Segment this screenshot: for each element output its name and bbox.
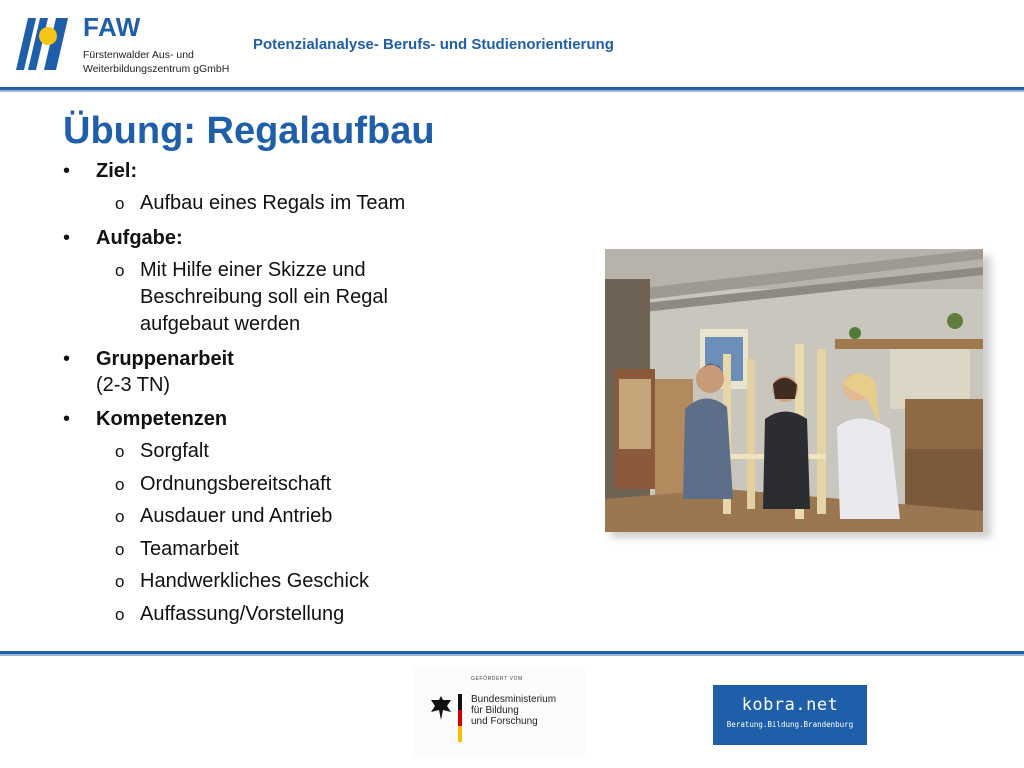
kobra-subtitle: Beratung.Bildung.Brandenburg [726, 720, 854, 729]
bmbf-logo [413, 667, 585, 757]
sub-bullet: o Sorgfalt [60, 438, 600, 465]
sub-bullet: o Teamarbeit [60, 536, 600, 563]
sub-bullet: o Handwerkliches Geschick [60, 568, 600, 595]
german-flag-icon [458, 694, 462, 742]
header-title: Potenzialanalyse- Berufs- und Studienorientierung [253, 36, 614, 53]
workshop-photo [605, 249, 983, 532]
bullet-aufgabe: • Aufgabe: [60, 225, 600, 251]
bmbf-name: Bundesministerium für Bildung und Forschung [471, 694, 557, 727]
logo-name: FAW [83, 12, 141, 42]
bullet-ziel: • Ziel: [60, 158, 600, 184]
faw-logo [14, 14, 72, 72]
kobra-title: kobra.net [741, 695, 839, 715]
sub-bullet: o Auffassung/Vorstellung [60, 601, 600, 628]
content-list [60, 158, 600, 633]
bmbf-funded-label: GEFÖRDERT VOM [471, 676, 523, 682]
logo-subtitle: Fürstenwalder Aus- und Weiterbildungszentrum gGmbH [83, 49, 230, 75]
sub-bullet: o Ordnungsbereitschaft [60, 471, 600, 498]
slide-title: Übung: Regalaufbau [63, 110, 435, 152]
bullet-gruppenarbeit: • Gruppenarbeit (2-3 TN) [60, 346, 600, 398]
header-divider-shadow [0, 90, 1024, 92]
sub-bullet: o Ausdauer und Antrieb [60, 503, 600, 530]
footer-divider-shadow [0, 654, 1024, 656]
eagle-icon [429, 694, 453, 722]
bullet-kompetenzen: • Kompetenzen [60, 406, 600, 432]
sub-bullet: o Mit Hilfe einer Skizze und Beschreibung soll ein Regal aufgebaut werden [60, 257, 600, 338]
kobra-logo [713, 685, 867, 745]
sub-bullet: o Aufbau eines Regals im Team [60, 190, 600, 217]
